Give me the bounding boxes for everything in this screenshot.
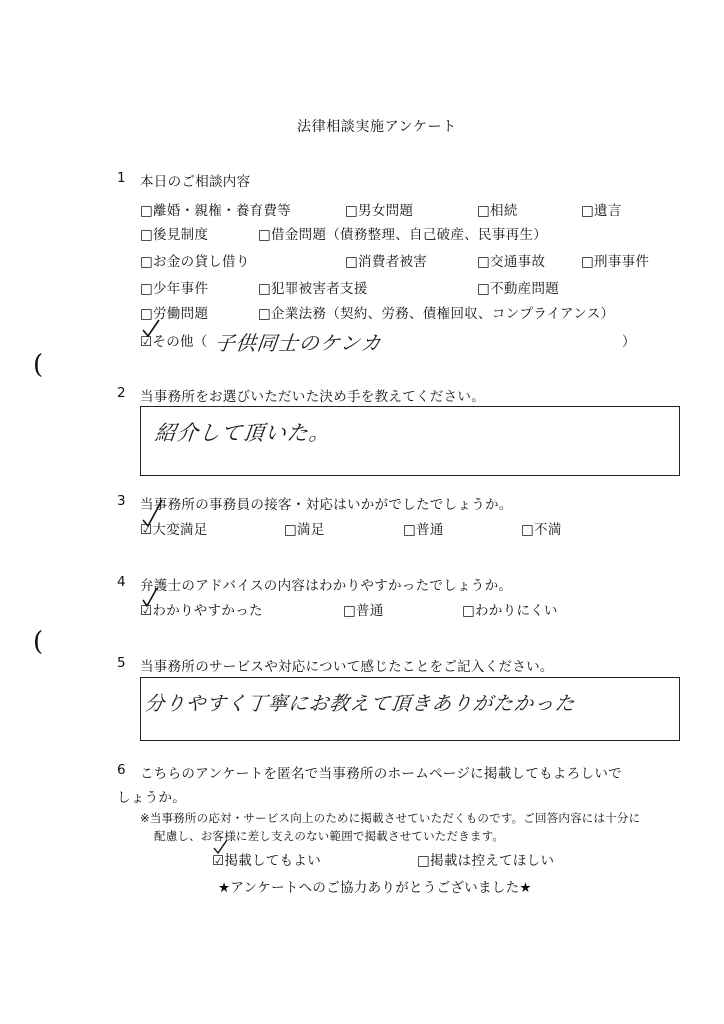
q4-option-neutral[interactable]: □普通 <box>343 603 384 619</box>
q1-option-traffic[interactable]: □交通事故 <box>477 254 546 270</box>
check-mark-icon <box>212 838 230 856</box>
q3-option-neutral[interactable]: □普通 <box>403 522 444 538</box>
q4-option-hard[interactable]: □わかりにくい <box>462 603 558 619</box>
q1-option-juvenile[interactable]: □少年事件 <box>140 281 209 297</box>
q2-question: 当事務所をお選びいただいた決め手を教えてください。 <box>140 389 485 405</box>
q2-number: 2 <box>117 385 126 401</box>
q1-option-lending[interactable]: □お金の貸し借り <box>140 254 250 270</box>
q3-option-satisfied[interactable]: □満足 <box>284 522 325 538</box>
q2-answer-box[interactable] <box>140 406 680 476</box>
q1-option-gender[interactable]: □男女問題 <box>345 203 414 219</box>
q1-option-inheritance[interactable]: □相続 <box>477 203 518 219</box>
q2-answer-handwritten: 紹介して頂いた。 <box>153 421 333 445</box>
q1-option-other[interactable]: ☑その他（ <box>140 334 208 350</box>
q5-answer-handwritten: 分りやすく丁寧にお教えて頂きありがたかった <box>143 692 577 715</box>
q5-question: 当事務所のサービスや対応について感じたことをご記入ください。 <box>140 659 554 675</box>
q1-other-close-paren: ） <box>622 334 636 350</box>
q4-question: 弁護士のアドバイスの内容はわかりやすかったでしょうか。 <box>140 578 513 594</box>
q1-option-labor[interactable]: □労働問題 <box>140 306 209 322</box>
q1-option-victim-support[interactable]: □犯罪被害者支援 <box>258 281 368 297</box>
q6-option-do-not-publish[interactable]: □掲載は控えてほしい <box>417 853 555 869</box>
q1-question: 本日のご相談内容 <box>140 174 251 190</box>
page-title: 法律相談実施アンケート <box>297 119 457 135</box>
q6-question-line2: しょうか。 <box>117 790 186 806</box>
q5-number: 5 <box>117 655 126 671</box>
q4-option-easy[interactable]: ☑わかりやすかった <box>140 603 263 619</box>
q5-answer-box[interactable] <box>140 677 680 741</box>
q3-number: 3 <box>117 493 126 509</box>
q4-number: 4 <box>117 574 126 590</box>
q1-option-guardianship[interactable]: □後見制度 <box>140 227 209 243</box>
binding-hole-mark: ( <box>33 627 44 657</box>
q1-option-criminal[interactable]: □刑事事件 <box>581 254 650 270</box>
q1-option-consumer[interactable]: □消費者被害 <box>345 254 428 270</box>
q6-number: 6 <box>117 762 126 778</box>
closing-message: ★アンケートへのご協力ありがとうございました★ <box>218 880 532 896</box>
check-mark-icon <box>140 498 164 528</box>
q6-note-line1: ※当事務所の応対・サービス向上のために掲載させていただくものです。ご回答内容には十分に <box>140 811 641 825</box>
q3-option-very-satisfied[interactable]: ☑大変満足 <box>140 522 208 538</box>
q3-option-dissatisfied[interactable]: □不満 <box>521 522 562 538</box>
q1-number: 1 <box>117 170 126 186</box>
q1-option-real-estate[interactable]: □不動産問題 <box>477 281 560 297</box>
q6-question-line1: こちらのアンケートを匿名で当事務所のホームページに掲載してもよろしいで <box>140 766 622 782</box>
q6-option-ok-to-publish[interactable]: ☑掲載してもよい <box>212 853 322 869</box>
check-mark-icon <box>140 318 162 340</box>
q1-other-handwritten: 子供同士のケンカ <box>213 331 384 355</box>
q1-option-debt[interactable]: □借金問題（債務整理、自己破産、民事再生） <box>258 227 548 243</box>
q1-option-corporate[interactable]: □企業法務（契約、労務、債権回収、コンプライアンス） <box>258 306 615 322</box>
q3-question: 当事務所の事務員の接客・対応はいかがでしたでしょうか。 <box>140 497 513 513</box>
q1-option-divorce[interactable]: □離婚・親権・養育費等 <box>140 203 292 219</box>
check-mark-icon <box>140 586 160 608</box>
q6-note-line2: 配慮し、お客様に差し支えのない範囲で掲載させていただきます。 <box>154 829 505 843</box>
binding-hole-mark: ( <box>33 350 44 380</box>
q1-option-will[interactable]: □遺言 <box>581 203 622 219</box>
